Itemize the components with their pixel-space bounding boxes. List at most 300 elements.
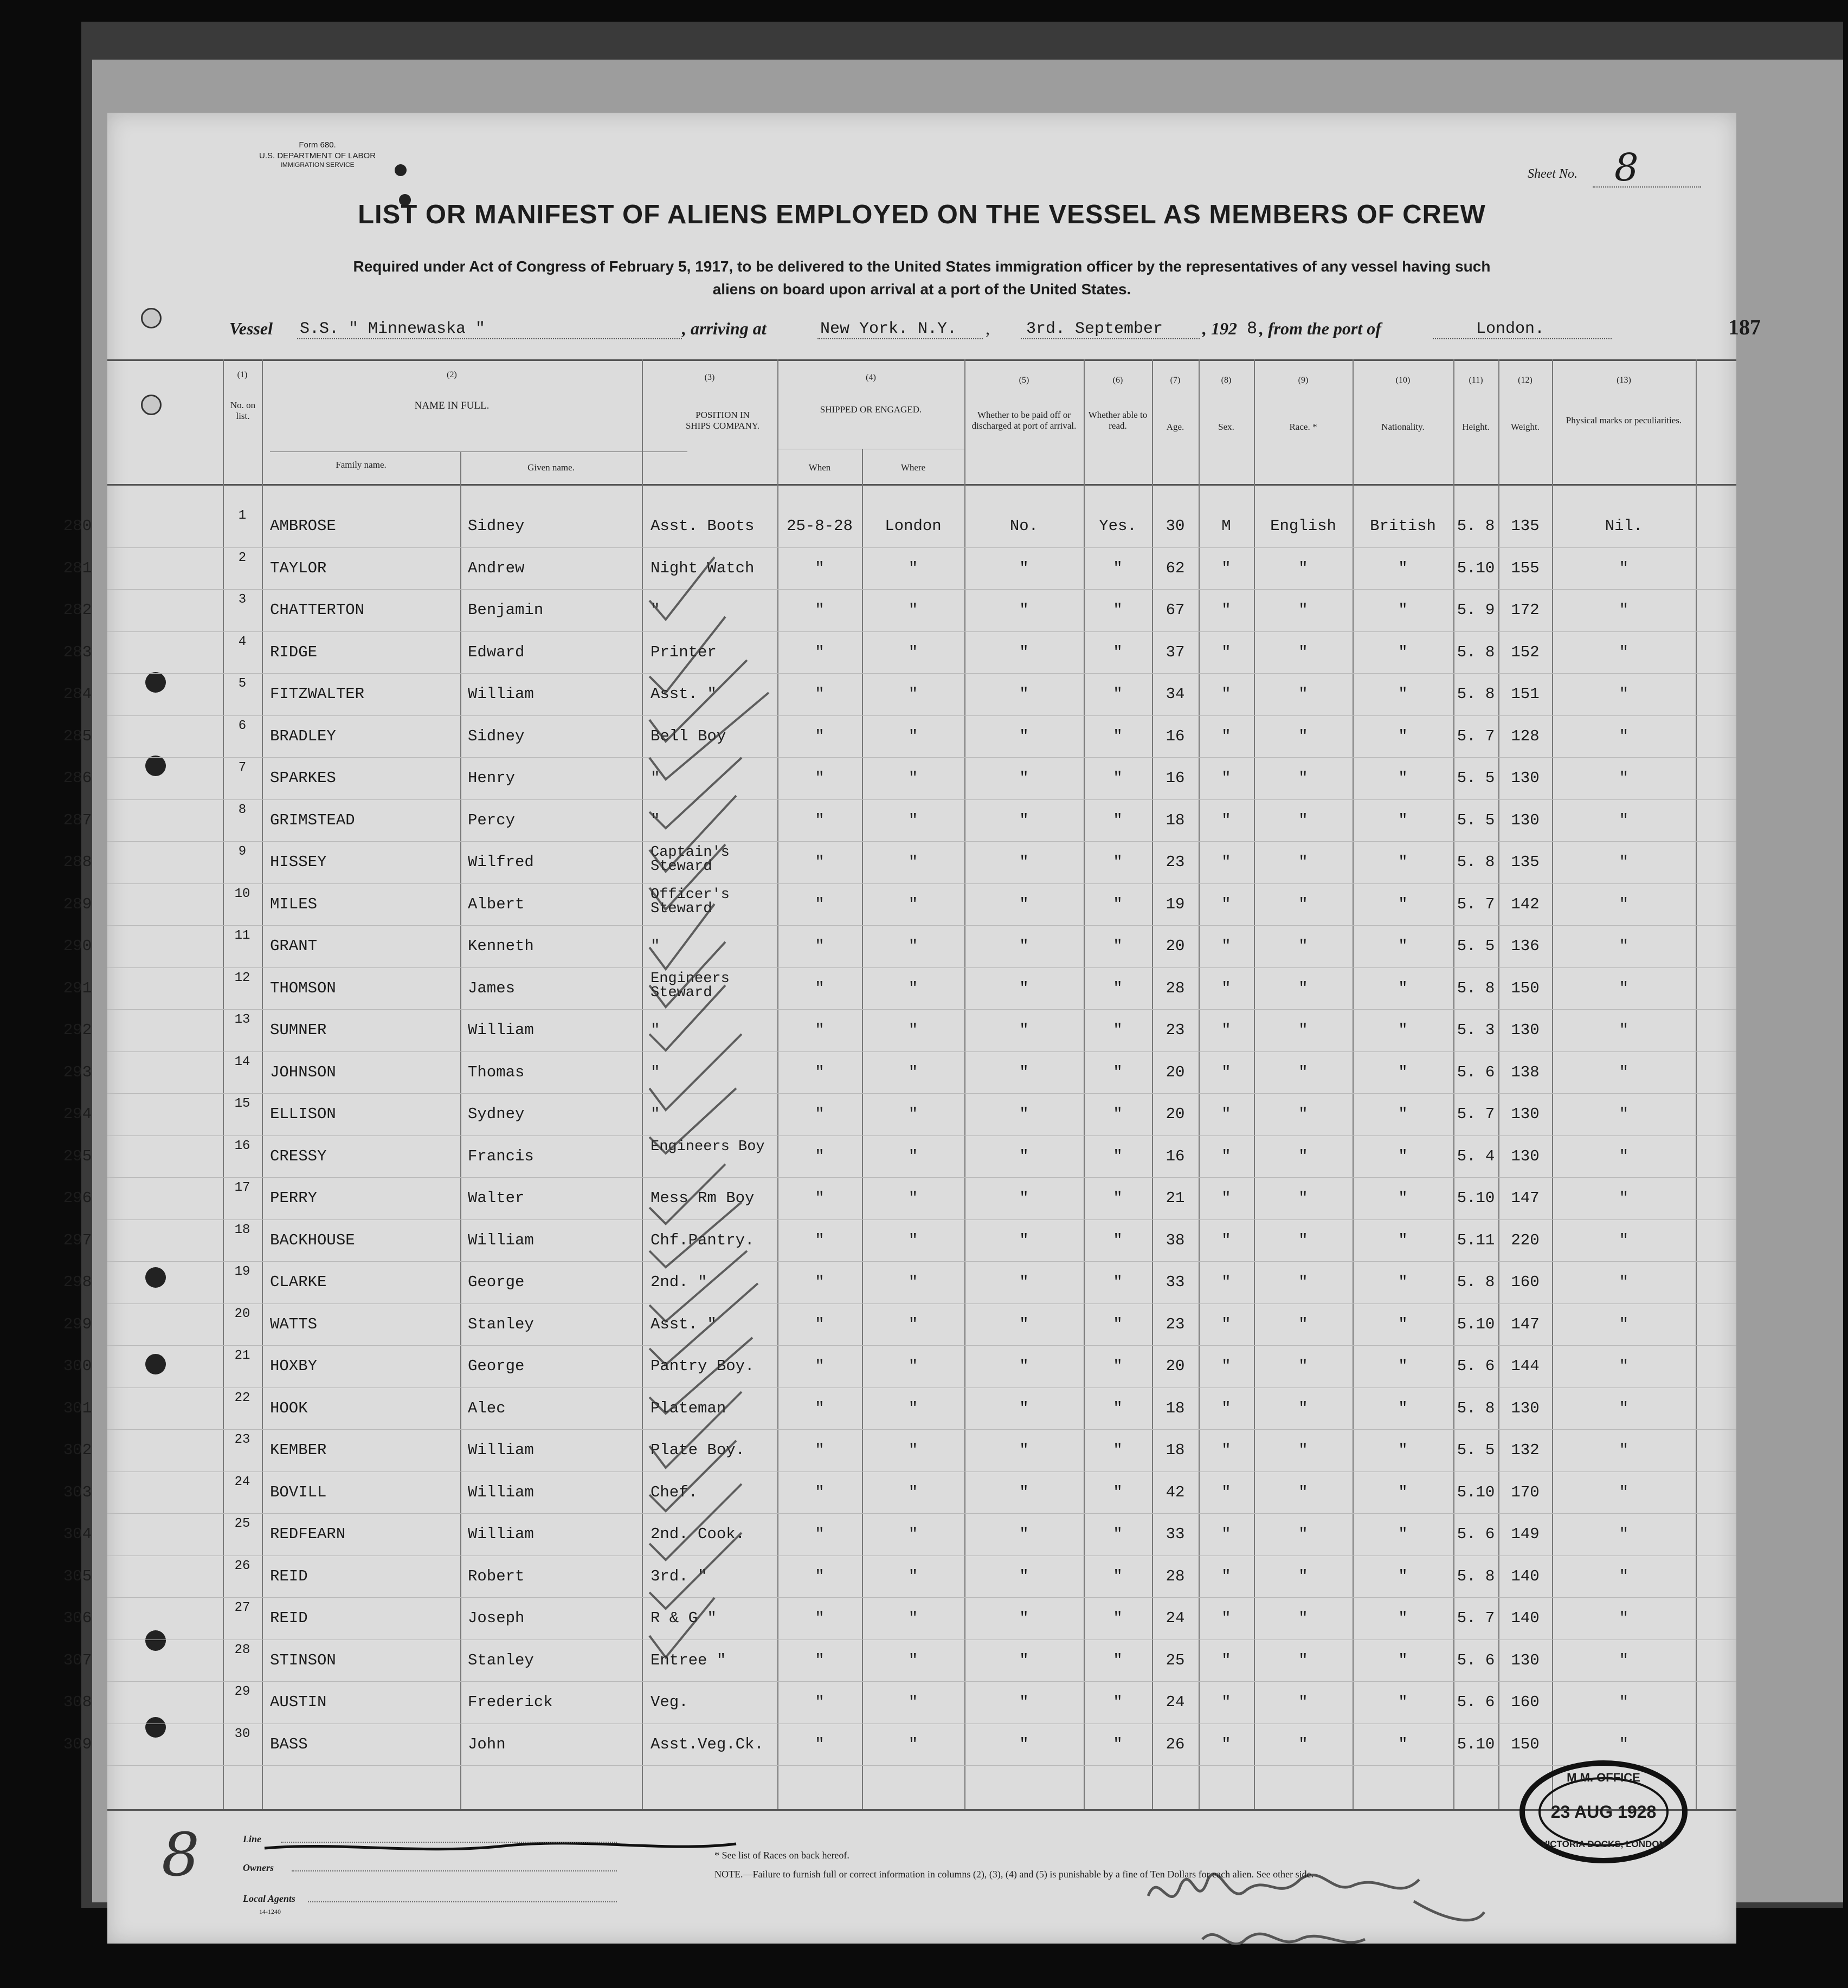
cell-where: " <box>908 1609 918 1627</box>
cell-race: " <box>1298 937 1308 955</box>
cell-weight: 130 <box>1511 769 1540 787</box>
cell-paid: " <box>1019 1609 1029 1627</box>
cell-age: 25 <box>1166 1651 1185 1669</box>
cell-ref: 289 <box>63 895 92 913</box>
cell-age: 18 <box>1166 1441 1185 1459</box>
cell-height: 5. 7 <box>1457 727 1495 745</box>
cell-nationality: " <box>1398 895 1408 913</box>
manifest-page <box>63 113 1761 1944</box>
cell-no: 9 <box>238 844 247 859</box>
cell-paid: " <box>1019 1189 1029 1207</box>
cell-sex: " <box>1221 1399 1231 1417</box>
cell-given: George <box>468 1357 525 1375</box>
cell-no: 22 <box>234 1390 250 1405</box>
cell-weight: 136 <box>1511 937 1540 955</box>
cell-read: " <box>1113 937 1123 955</box>
cell-sex: " <box>1221 1525 1231 1543</box>
table-row <box>63 1474 1736 1517</box>
cell-where: " <box>908 1231 918 1249</box>
cell-where: " <box>908 727 918 745</box>
col-age: Age. <box>1166 422 1184 432</box>
cell-age: 33 <box>1166 1273 1185 1291</box>
table-row <box>63 1516 1736 1559</box>
cell-sex: " <box>1221 895 1231 913</box>
cell-no: 12 <box>234 970 250 985</box>
cell-height: 5. 5 <box>1457 1441 1495 1459</box>
row-rule <box>107 1387 1736 1388</box>
cell-where: " <box>908 1105 918 1123</box>
cell-where: " <box>908 1189 918 1207</box>
cell-weight: 130 <box>1511 1021 1540 1039</box>
table-row <box>63 1684 1736 1727</box>
row-rule <box>107 1681 1736 1682</box>
row-rule <box>107 673 1736 674</box>
cell-height: 5. 8 <box>1457 1567 1495 1585</box>
cell-weight: 144 <box>1511 1357 1540 1375</box>
table-top-rule <box>107 359 1736 361</box>
table-row <box>63 1180 1736 1223</box>
table-row <box>63 1264 1736 1307</box>
cell-height: 5.10 <box>1457 1735 1495 1753</box>
cell-read: " <box>1113 685 1123 703</box>
cell-family: BOVILL <box>270 1483 327 1501</box>
cell-marks: " <box>1619 1231 1629 1249</box>
cell-race: " <box>1298 1021 1308 1039</box>
cell-given: John <box>468 1735 506 1753</box>
cell-sex: " <box>1221 1609 1231 1627</box>
row-rule <box>107 841 1736 842</box>
cell-age: 16 <box>1166 1147 1185 1165</box>
sheet-label: Sheet No. <box>1528 167 1577 181</box>
cell-given: Benjamin <box>468 601 544 619</box>
cell-given: Alec <box>468 1399 506 1417</box>
table-row <box>63 1558 1736 1601</box>
cell-weight: 130 <box>1511 1147 1540 1165</box>
cell-marks: " <box>1619 979 1629 997</box>
cell-position: 2nd. " <box>651 1273 707 1291</box>
cell-when: " <box>815 979 825 997</box>
col-name-in-full: NAME IN FULL. <box>414 400 490 411</box>
cell-ref: 297 <box>63 1231 92 1249</box>
cell-where: " <box>908 895 918 913</box>
cell-family: GRANT <box>270 937 318 955</box>
col10-number: (10) <box>1395 376 1411 385</box>
cell-race: " <box>1298 1441 1308 1459</box>
cell-position: " <box>651 601 660 619</box>
cell-height: 5. 6 <box>1457 1693 1495 1711</box>
cell-given: Henry <box>468 769 516 787</box>
cell-when: " <box>815 1063 825 1081</box>
col1-number: (1) <box>237 370 248 379</box>
cell-read: " <box>1113 559 1123 577</box>
cell-where: " <box>908 1021 918 1039</box>
cell-sex: " <box>1221 1147 1231 1165</box>
cell-height: 5. 6 <box>1457 1525 1495 1543</box>
cell-height: 5. 5 <box>1457 811 1495 829</box>
date-underline <box>1021 338 1200 339</box>
cell-marks: " <box>1619 1105 1629 1123</box>
cell-ref: 304 <box>63 1525 92 1543</box>
cell-sex: " <box>1221 643 1231 661</box>
cell-given: Thomas <box>468 1063 525 1081</box>
cell-given: Percy <box>468 811 516 829</box>
cell-weight: 135 <box>1511 853 1540 871</box>
cell-paid: " <box>1019 1273 1029 1291</box>
cell-when: 25-8-28 <box>787 517 853 535</box>
row-rule <box>107 967 1736 968</box>
cell-given: William <box>468 1483 534 1501</box>
cell-nationality: " <box>1398 853 1408 871</box>
table-row <box>63 802 1736 845</box>
col-when: When <box>808 462 831 473</box>
cell-age: 23 <box>1166 1021 1185 1039</box>
cell-paid: " <box>1019 1231 1029 1249</box>
cell-no: 14 <box>234 1054 250 1069</box>
cell-read: " <box>1113 979 1123 997</box>
cell-ref: 299 <box>63 1315 92 1333</box>
cell-ref: 305 <box>63 1567 92 1585</box>
cell-age: 20 <box>1166 1357 1185 1375</box>
local-agents-label: Local Agents <box>243 1893 295 1904</box>
cell-age: 20 <box>1166 1105 1185 1123</box>
cell-race: " <box>1298 1147 1308 1165</box>
cell-no: 6 <box>238 718 247 733</box>
cell-when: " <box>815 601 825 619</box>
cell-where: " <box>908 1483 918 1501</box>
cell-position: " <box>651 769 660 787</box>
cell-when: " <box>815 1189 825 1207</box>
cell-when: " <box>815 727 825 745</box>
table-row <box>63 844 1736 887</box>
cell-read: " <box>1113 1147 1123 1165</box>
cell-family: SUMNER <box>270 1021 327 1039</box>
cell-nationality: " <box>1398 1483 1408 1501</box>
cell-ref: 306 <box>63 1609 92 1627</box>
cell-height: 5. 8 <box>1457 517 1495 535</box>
cell-race: " <box>1298 643 1308 661</box>
cell-paid: " <box>1019 1399 1029 1417</box>
cell-position: Asst.Veg.Ck. <box>651 1735 764 1753</box>
cell-position: Officer's Steward <box>651 886 730 917</box>
cell-race: " <box>1298 1105 1308 1123</box>
cell-where: " <box>908 1147 918 1165</box>
cell-sex: " <box>1221 1105 1231 1123</box>
cell-family: BASS <box>270 1735 308 1753</box>
cell-race: " <box>1298 1525 1308 1543</box>
cell-no: 21 <box>234 1348 250 1363</box>
row-rule <box>107 1345 1736 1346</box>
cell-read: " <box>1113 1441 1123 1459</box>
cell-when: " <box>815 685 825 703</box>
cell-when: " <box>815 1693 825 1711</box>
cell-when: " <box>815 937 825 955</box>
cell-age: 19 <box>1166 895 1185 913</box>
cell-age: 24 <box>1166 1693 1185 1711</box>
cell-family: STINSON <box>270 1651 336 1669</box>
cell-age: 21 <box>1166 1189 1185 1207</box>
cell-read: " <box>1113 1063 1123 1081</box>
cell-ref: 309 <box>63 1735 92 1753</box>
cell-weight: 138 <box>1511 1063 1540 1081</box>
cell-nationality: " <box>1398 727 1408 745</box>
cell-sex: " <box>1221 1189 1231 1207</box>
cell-family: JOHNSON <box>270 1063 336 1081</box>
cell-read: " <box>1113 1735 1123 1753</box>
cell-read: " <box>1113 811 1123 829</box>
cell-race: " <box>1298 811 1308 829</box>
department: U.S. DEPARTMENT OF LABOR <box>259 151 376 160</box>
cell-weight: 135 <box>1511 517 1540 535</box>
cell-paid: " <box>1019 1525 1029 1543</box>
row-rule <box>107 589 1736 590</box>
cell-when: " <box>815 1315 825 1333</box>
subtitle-line-1: Required under Act of Congress of February 5, 1917, to be delivered to the United States immigration officer by the representatives of any vessel having such <box>353 258 1491 275</box>
cell-family: PERRY <box>270 1189 318 1207</box>
cell-marks: " <box>1619 1273 1629 1291</box>
cell-family: HISSEY <box>270 853 327 871</box>
cell-race: " <box>1298 601 1308 619</box>
cell-family: AUSTIN <box>270 1693 327 1711</box>
cell-race: " <box>1298 853 1308 871</box>
table-row <box>63 508 1736 551</box>
cell-family: REID <box>270 1609 308 1627</box>
cell-marks: " <box>1619 1441 1629 1459</box>
cell-marks: " <box>1619 1315 1629 1333</box>
cell-no: 10 <box>234 886 250 901</box>
cell-race: " <box>1298 1315 1308 1333</box>
cell-nationality: " <box>1398 1273 1408 1291</box>
row-rule <box>107 1009 1736 1010</box>
from-label: , from the port of <box>1259 319 1381 338</box>
cell-weight: 170 <box>1511 1483 1540 1501</box>
cell-nationality: " <box>1398 1315 1408 1333</box>
table-row <box>63 1348 1736 1391</box>
cell-read: " <box>1113 1525 1123 1543</box>
table-row <box>63 1726 1736 1769</box>
cell-race: " <box>1298 1651 1308 1669</box>
cell-no: 3 <box>238 592 247 607</box>
cell-when: " <box>815 1399 825 1417</box>
cell-height: 5. 8 <box>1457 853 1495 871</box>
cell-paid: " <box>1019 769 1029 787</box>
cell-when: " <box>815 895 825 913</box>
cell-height: 5. 7 <box>1457 1609 1495 1627</box>
tally-check-marks <box>617 438 845 1793</box>
cell-read: " <box>1113 643 1123 661</box>
cell-sex: " <box>1221 685 1231 703</box>
col-position: POSITION IN SHIPS COMPANY. <box>685 410 760 431</box>
row-rule <box>107 1219 1736 1220</box>
cell-no: 5 <box>238 676 247 691</box>
cell-race: " <box>1298 1189 1308 1207</box>
cell-height: 5.10 <box>1457 1189 1495 1207</box>
cell-no: 17 <box>234 1180 250 1195</box>
row-rule <box>107 1135 1736 1136</box>
cell-ref: 286 <box>63 769 92 787</box>
cell-height: 5. 5 <box>1457 937 1495 955</box>
cell-age: 26 <box>1166 1735 1185 1753</box>
cell-weight: 132 <box>1511 1441 1540 1459</box>
cell-ref: 284 <box>63 685 92 703</box>
cell-read: " <box>1113 1567 1123 1585</box>
table-row <box>63 886 1736 929</box>
cell-position: Asst. " <box>651 1315 717 1333</box>
cell-ref: 281 <box>63 559 92 577</box>
table-row <box>63 760 1736 803</box>
voyage-line <box>229 315 1801 346</box>
cell-given: Albert <box>468 895 525 913</box>
cell-no: 25 <box>234 1516 250 1531</box>
cell-age: 23 <box>1166 1315 1185 1333</box>
row-rule <box>107 1051 1736 1052</box>
cell-nationality: " <box>1398 643 1408 661</box>
cell-read: " <box>1113 1273 1123 1291</box>
cell-age: 18 <box>1166 811 1185 829</box>
cell-marks: " <box>1619 1651 1629 1669</box>
col-no-on-list: No. on list. <box>230 400 256 421</box>
cell-height: 5. 7 <box>1457 895 1495 913</box>
cell-height: 5. 9 <box>1457 601 1495 619</box>
cell-nationality: " <box>1398 559 1408 577</box>
cell-ref: 285 <box>63 727 92 745</box>
cell-given: Sidney <box>468 517 525 535</box>
cell-nationality: " <box>1398 1189 1408 1207</box>
table-row <box>63 1642 1736 1685</box>
cell-nationality: " <box>1398 1063 1408 1081</box>
cell-where: " <box>908 1735 918 1753</box>
cell-marks: " <box>1619 1483 1629 1501</box>
cell-height: 5.10 <box>1457 1315 1495 1333</box>
cell-marks: " <box>1619 1693 1629 1711</box>
cell-marks: " <box>1619 853 1629 871</box>
cell-given: Edward <box>468 643 525 661</box>
cell-position: Printer <box>651 643 717 661</box>
table-row <box>63 928 1736 971</box>
cell-when: " <box>815 853 825 871</box>
cell-sex: " <box>1221 1693 1231 1711</box>
service: IMMIGRATION SERVICE <box>280 161 355 169</box>
strikethrough-line <box>259 1836 747 1858</box>
cell-age: 16 <box>1166 769 1185 787</box>
cell-marks: " <box>1619 1189 1629 1207</box>
cell-nationality: " <box>1398 1105 1408 1123</box>
cell-given: William <box>468 1525 534 1543</box>
cell-age: 62 <box>1166 559 1185 577</box>
cell-paid: " <box>1019 937 1029 955</box>
cell-given: William <box>468 1021 534 1039</box>
cell-sex: " <box>1221 769 1231 787</box>
owners-label: Owners <box>243 1862 274 1873</box>
cell-weight: 172 <box>1511 601 1540 619</box>
cell-paid: " <box>1019 1021 1029 1039</box>
cell-position: 2nd. Cook. <box>651 1525 745 1543</box>
cell-when: " <box>815 1273 825 1291</box>
cell-height: 5. 8 <box>1457 685 1495 703</box>
table-row <box>63 634 1736 677</box>
cell-weight: 151 <box>1511 685 1540 703</box>
vessel-label: Vessel <box>229 319 273 338</box>
cell-age: 42 <box>1166 1483 1185 1501</box>
row-rule <box>107 799 1736 800</box>
cell-when: " <box>815 1441 825 1459</box>
cell-no: 1 <box>238 508 247 523</box>
port-underline <box>817 338 983 339</box>
cell-height: 5. 8 <box>1457 643 1495 661</box>
cell-family: MILES <box>270 895 318 913</box>
cell-ref: 288 <box>63 853 92 871</box>
cell-given: Sydney <box>468 1105 525 1123</box>
arrival-port: New York. N.Y. <box>820 320 957 338</box>
cell-no: 29 <box>234 1684 250 1699</box>
cell-sex: " <box>1221 853 1231 871</box>
cell-no: 26 <box>234 1558 250 1573</box>
office-stamp <box>1517 1758 1690 1866</box>
cell-given: Kenneth <box>468 937 534 955</box>
cell-sex: " <box>1221 1441 1231 1459</box>
cell-nationality: " <box>1398 1441 1408 1459</box>
cell-paid: " <box>1019 1441 1029 1459</box>
table-bottom-rule <box>107 1809 1736 1811</box>
cell-family: TAYLOR <box>270 559 327 577</box>
cell-when: " <box>815 1651 825 1669</box>
cell-when: " <box>815 1105 825 1123</box>
table-row <box>63 1096 1736 1139</box>
cell-marks: Nil. <box>1605 517 1643 535</box>
cell-no: 4 <box>238 634 247 649</box>
cell-given: Robert <box>468 1567 525 1585</box>
cell-sex: " <box>1221 937 1231 955</box>
cell-paid: " <box>1019 1693 1029 1711</box>
cell-position: Plateman <box>651 1399 726 1417</box>
col-nationality: Nationality. <box>1381 422 1425 432</box>
cell-weight: 160 <box>1511 1693 1540 1711</box>
comma-separator: , <box>986 319 990 338</box>
cell-no: 13 <box>234 1012 250 1027</box>
row-rule <box>107 1555 1736 1556</box>
cell-where: " <box>908 643 918 661</box>
cell-family: CRESSY <box>270 1147 327 1165</box>
cell-given: Sidney <box>468 727 525 745</box>
cell-family: GRIMSTEAD <box>270 811 355 829</box>
cell-age: 28 <box>1166 979 1185 997</box>
col6-number: (6) <box>1112 376 1123 385</box>
cell-read: " <box>1113 1105 1123 1123</box>
col-given-name: Given name. <box>527 462 575 473</box>
cell-paid: " <box>1019 1483 1029 1501</box>
cell-position: Engineers Boy <box>651 1138 765 1155</box>
cell-given: James <box>468 979 516 997</box>
cell-family: CLARKE <box>270 1273 327 1291</box>
cell-no: 30 <box>234 1726 250 1741</box>
cell-height: 5.10 <box>1457 559 1495 577</box>
cell-marks: " <box>1619 643 1629 661</box>
cell-nationality: " <box>1398 979 1408 997</box>
row-rule <box>107 1303 1736 1304</box>
table-row <box>63 592 1736 635</box>
cell-nationality: " <box>1398 1147 1408 1165</box>
cell-ref: 303 <box>63 1483 92 1501</box>
cell-paid: " <box>1019 1147 1029 1165</box>
cell-position: Engineers Steward <box>651 970 730 1001</box>
cell-height: 5.11 <box>1457 1231 1495 1249</box>
cell-given: Stanley <box>468 1315 534 1333</box>
line-rule <box>281 1842 617 1843</box>
table-row <box>63 1054 1736 1097</box>
cell-read: Yes. <box>1099 517 1137 535</box>
sheet-no-line <box>1593 167 1701 188</box>
cell-sex: " <box>1221 601 1231 619</box>
row-rule <box>107 1513 1736 1514</box>
